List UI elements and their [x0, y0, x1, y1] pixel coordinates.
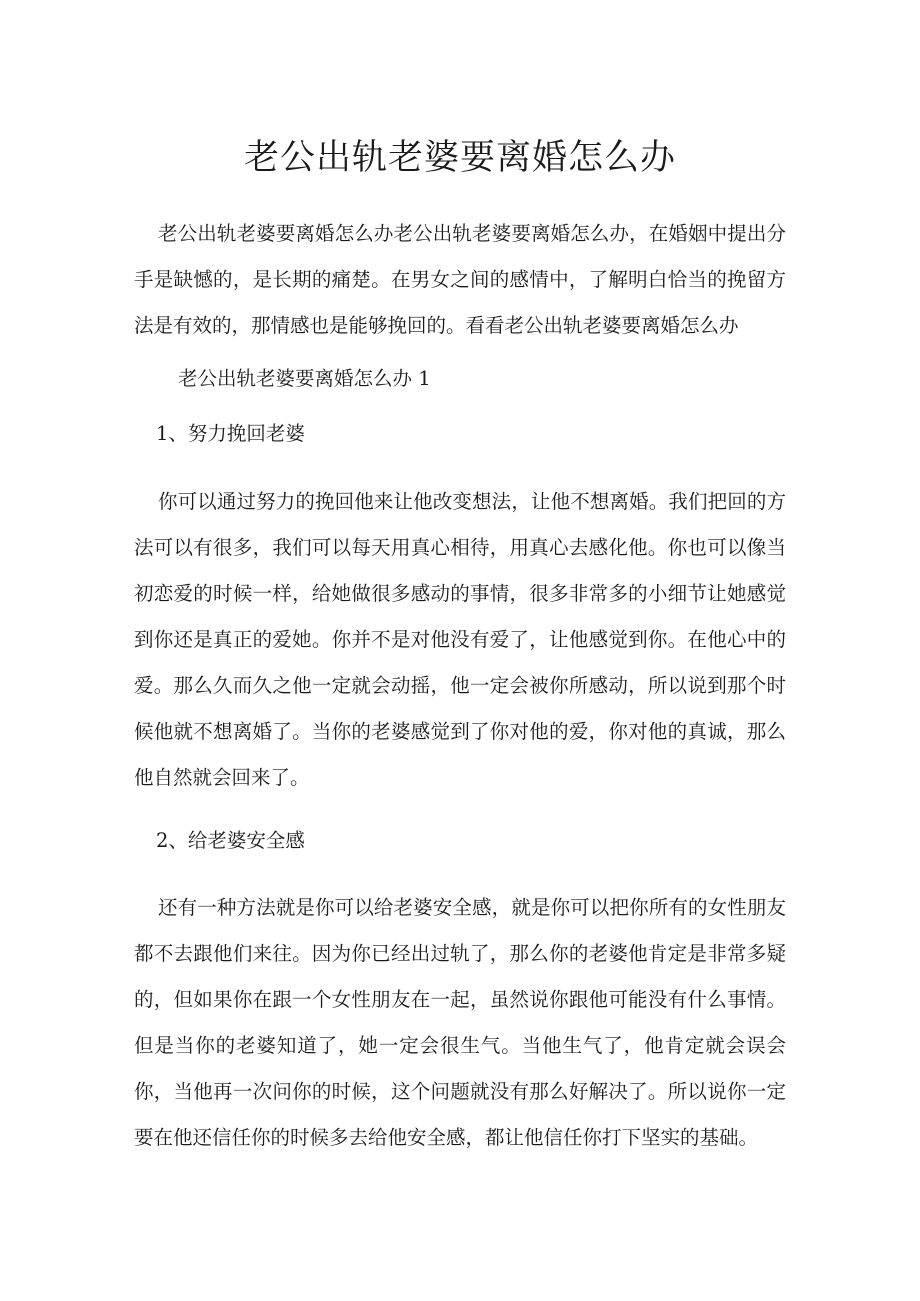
subtitle-heading: 老公出轨老婆要离婚怎么办 1: [178, 367, 431, 390]
section-body-2: 还有一种方法就是你可以给老婆安全感，就是你可以把你所有的女性朋友都不去跟他们来往。因为你已经出过轨了，那么你的老婆他肯定是非常多疑的，但如果你在跟一个女性朋友在一起，虽然说你跟他可能没有什么事情。但是当你的老婆知道了，她一定会很生气。当他生气了，他肯定就会误会你，当他再一次问你的时候，这个问题就没有那么好解决了。所以说你一定要在他还信任你的时候多去给他安全感，都让他信任你打下坚实的基础。: [134, 896, 786, 1149]
document-title: 老公出轨老婆要离婚怎么办: [243, 138, 676, 178]
section-heading-2: 2、给老婆安全感: [156, 829, 305, 852]
intro-paragraph: 老公出轨老婆要离婚怎么办老公出轨老婆要离婚怎么办，在婚姻中提出分手是缺憾的，是长期的痛楚。在男女之间的感情中，了解明白恰当的挽留方法是有效的，那情感也是能够挽回的。看看老公出轨老婆要离婚怎么办: [134, 222, 786, 337]
section-body-1: 你可以通过努力的挽回他来让他改变想法，让他不想离婚。我们把回的方法可以有很多，我们可以每天用真心相待，用真心去感化他。你也可以像当初恋爱的时候一样，给她做很多感动的事情，很多非常多的小细节让她感觉到你还是真正的爱她。你并不是对他没有爱了，让他感觉到你。在他心中的爱。那么久而久之他一定就会动摇，他一定会被你所感动，所以说到那个时候他就不想离婚了。当你的老婆感觉到了你对他的爱，你对他的真诚，那么他自然就会回来了。: [134, 490, 786, 789]
section-heading-1: 1、努力挽回老婆: [156, 422, 305, 445]
